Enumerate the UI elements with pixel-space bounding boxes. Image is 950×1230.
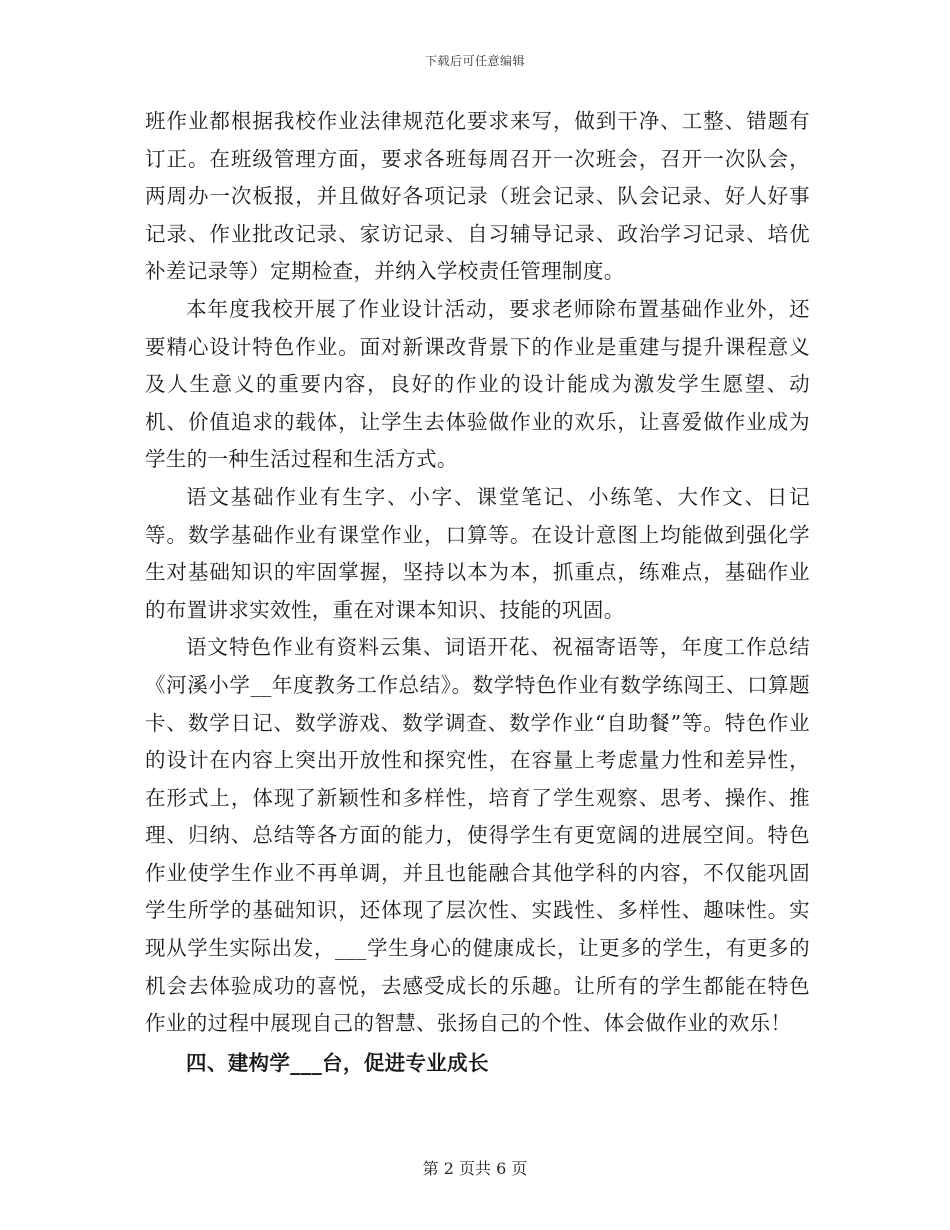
page-number: 第 2 页共 6 页 bbox=[422, 1159, 528, 1178]
document-body bbox=[145, 103, 810, 1082]
page-header: 下载后可任意编辑 bbox=[424, 54, 525, 68]
paragraph-basic-homework: 语文基础作业有生字、小字、课堂笔记、小练笔、大作文、日记等。数学基础作业有课堂作业，口算等。在设计意图上均能做到强化学生对基础知识的牢固掌握，坚持以本为本，抓重点，练难点，基础作业的布置讲求实效性，重在对课本知识、技能的巩固。 bbox=[145, 484, 810, 622]
paragraph-continuation: 班作业都根据我校作业法律规范化要求来写，做到干净、工整、错题有订正。在班级管理方面，要求各班每周召开一次班会，召开一次队会，两周办一次板报，并且做好各项记录（班会记录、队会记录、好人好事记录、作业批改记录、家访记录、自习辅导记录、政治学习记录、培优补差记录等）定期检查，并纳入学校责任管理制度。 bbox=[145, 109, 810, 284]
paragraph-homework-design: 本年度我校开展了作业设计活动，要求老师除布置基础作业外，还要精心设计特色作业。面对新课改背景下的作业是重建与提升课程意义及人生意义的重要内容，良好的作业的设计能成为激发学生愿望、动机、价值追求的载体，让学生去体验做作业的欢乐，让喜爱做作业成为学生的一种生活过程和生活方式。 bbox=[145, 296, 810, 472]
section-heading: 四、建构学___台，促进专业成长 bbox=[186, 1050, 489, 1075]
paragraph-special-homework: 语文特色作业有资料云集、词语开花、祝福寄语等，年度工作总结《河溪小学__年度教务工作总结》。数学特色作业有数学练闯王、口算题卡、数学日记、数学游戏、数学调查、数学作业“自助餐”等。特色作业的设计在内容上突出开放性和探究性，在容量上考虑量力性和差异性，在形式上，体现了新颖性和多样性，培育了学生观察、思考、操作、推理、归纳、总结等各方面的能力，使得学生有更宽阔的进展空间。特色作业使学生作业不再单调，并且也能融合其他学科的内容，不仅能巩固学生所学的基础知识，还体现了层次性、实践性、多样性、趣味性。实现从学生实际出发，___学生身心的健康成长，让更多的学生，有更多的机会去体验成功的喜悦，去感受成长的乐趣。让所有的学生都能在特色作业的过程中展现自己的智慧、张扬自己的个性、体会做作业的欢乐！ bbox=[145, 635, 810, 1036]
